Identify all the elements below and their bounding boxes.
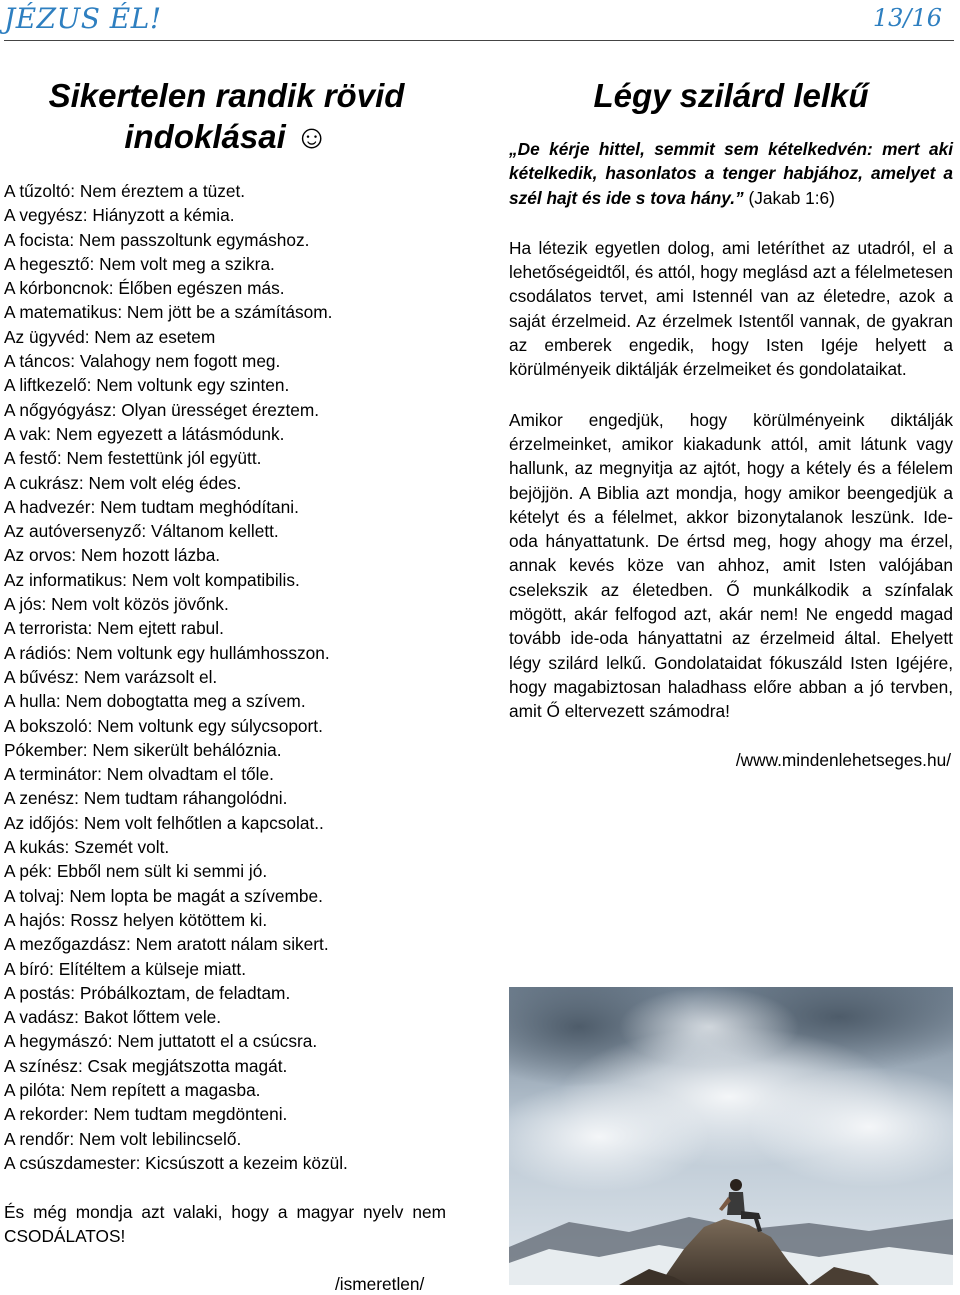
joke-line: A mezőgazdász: Nem aratott nálam sikert. [4, 934, 329, 955]
left-article-title [4, 75, 449, 157]
joke-line: A kukás: Szemét volt. [4, 837, 170, 858]
joke-line: A liftkezelő: Nem voltunk egy szinten. [4, 375, 290, 396]
quote-text: „De kérje hittel, semmit sem kételkedvén: mert aki kételkedik, hasonlatos a tenger habjához, amelyet a szél hajt és ide s tova hány.” [509, 139, 953, 208]
magazine-title: JÉZUS ÉL! [4, 2, 162, 35]
joke-line: A focista: Nem passzoltunk egymáshoz. [4, 229, 310, 250]
page-number: 13/16 [872, 4, 942, 32]
joke-line: A vak: Nem egyezett a látásmódunk. [4, 423, 285, 444]
quote-reference: (Jakab 1:6) [743, 187, 835, 208]
joke-line: Az autóversenyző: Váltanom kellett. [4, 521, 279, 542]
joke-line: A bokszoló: Nem voltunk egy súlycsoport. [4, 715, 323, 736]
joke-line: A pék: Ebből nem sült ki semmi jó. [4, 861, 268, 882]
joke-line: A kórboncnok: Élőben egészen más. [4, 278, 285, 299]
joke-line: A terrorista: Nem ejtett rabul. [4, 618, 224, 639]
joke-line: A hadvezér: Nem tudtam meghódítani. [4, 496, 299, 517]
joke-line: Az informatikus: Nem volt kompatibilis. [4, 569, 300, 590]
joke-line: A nőgyógyász: Olyan ürességet éreztem. [4, 399, 320, 420]
right-column [509, 75, 953, 771]
closing-remark: És még mondja azt valaki, hogy a magyar nyelv nem CSODÁLATOS! [4, 1202, 446, 1247]
joke-line: Az ügyvéd: Nem az esetem [4, 326, 216, 347]
joke-line: A vadász: Bakot lőttem vele. [4, 1007, 222, 1028]
joke-line: A táncos: Valahogy nem fogott meg. [4, 351, 281, 372]
joke-line: A zenész: Nem tudtam ráhangolódni. [4, 788, 288, 809]
left-title-line1: Sikertelen randik rövid [48, 77, 405, 114]
joke-line: A matematikus: Nem jött be a számításom. [4, 302, 333, 323]
joke-line: A hegesztő: Nem volt meg a szikra. [4, 253, 275, 274]
joke-line: A hegymászó: Nem juttatott el a csúcsra. [4, 1031, 318, 1052]
paragraph-1: Ha létezik egyetlen dolog, ami letéríthet az utadról, el a lehetőségeidtől, és attól, hogy meglásd azt a félelmetesen csodálatos tervet, ami Istennél van az életedre, azok a saját érzelmeid. Az érzelmek Istentől vannak, de gyakran az emberek engedik, hogy Isten Igéje helyett a körülményeik diktálják érzelmeiket és gondolataikat. [509, 237, 953, 380]
joke-line: A jós: Nem volt közös jövőnk. [4, 594, 229, 615]
joke-line: A postás: Próbálkoztam, de feladtam. [4, 982, 291, 1003]
joke-list [4, 179, 449, 1175]
joke-line: A vegyész: Hiányzott a kémia. [4, 205, 235, 226]
right-article-title: Légy szilárd lelkű [593, 77, 869, 114]
joke-line: A rádiós: Nem voltunk egy hullámhosszon. [4, 642, 330, 663]
mountain-photo [509, 987, 953, 1285]
paragraph-2: Amikor engedjük, hogy körülményeink diktálják érzelmeinket, amikor kiakadunk attól, amit látunk vagy hallunk, az megnyitja az ajtót, hogy a kétely és a félelem bejöjjön. A Biblia azt mondja, hogy amikor beengedjük a kételyt és a félelmet, akkor bizonytalanok leszünk. Ide-oda hányattatunk. De értsd meg, hogy ahogy ma érzel, annak kevés köze van ahhoz, amit Isten valójában cselekszik az életedben. Ő munkálkodik a színfalak mögött, akár felfogod azt, akár nem! Ne engedd magad tovább ide-oda hányattatni az érzelmeid által. Ehelyett légy szilárd lelkű. Gondolataidat fókuszáld Isten Igéjére, hogy magabiztosan haladhass előre abban a jó tervben, amit Ő eltervezett számodra! [509, 409, 953, 722]
joke-line: A bíró: Elítéltem a külseje miatt. [4, 958, 247, 979]
left-column [4, 75, 449, 1175]
joke-line: A tolvaj: Nem lopta be magát a szívembe. [4, 885, 323, 906]
author-credit: /ismeretlen/ [335, 1274, 425, 1294]
joke-line: A rendőr: Nem volt lebilincselő. [4, 1128, 242, 1149]
joke-line: A tűzoltó: Nem éreztem a tüzet. [4, 181, 246, 201]
photo-illustration [509, 987, 953, 1285]
joke-line: A bűvész: Nem varázsolt el. [4, 666, 218, 687]
joke-line: Az orvos: Nem hozott lázba. [4, 545, 221, 566]
joke-line: Pókember: Nem sikerült behálóznia. [4, 739, 282, 760]
joke-line: A csúszdamester: Kicsúszott a kezeim közül. [4, 1152, 348, 1173]
joke-line: A rekorder: Nem tudtam megdönteni. [4, 1104, 288, 1125]
joke-line: A hulla: Nem dobogtatta meg a szívem. [4, 691, 306, 712]
joke-line: A hajós: Rossz helyen kötöttem ki. [4, 909, 268, 930]
joke-line: A terminátor: Nem olvadtam el tőle. [4, 764, 274, 785]
joke-line: A pilóta: Nem repített a magasba. [4, 1079, 261, 1100]
joke-line: A színész: Csak megjátszotta magát. [4, 1055, 288, 1076]
left-title-line2: indoklásai ☺ [124, 118, 329, 155]
bible-quote [509, 137, 953, 210]
source-credit: /www.mindenlehetseges.hu/ [735, 749, 951, 770]
page-header [4, 0, 954, 41]
joke-line: A cukrász: Nem volt elég édes. [4, 472, 242, 493]
joke-line: Az időjós: Nem volt felhőtlen a kapcsolat.. [4, 812, 324, 833]
joke-line: A festő: Nem festettünk jól együtt. [4, 448, 262, 469]
